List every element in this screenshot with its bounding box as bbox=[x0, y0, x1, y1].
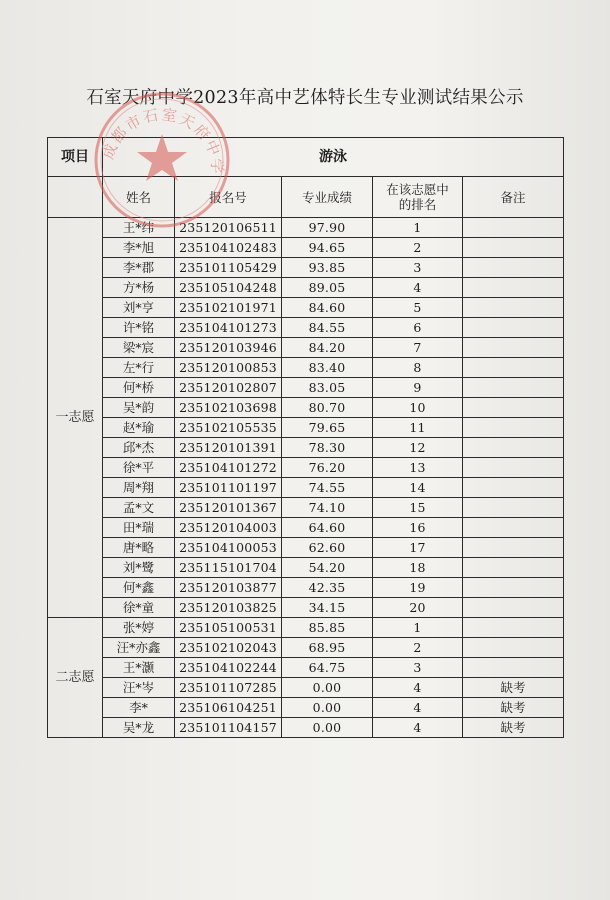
id-cell: 235102103698 bbox=[175, 398, 282, 418]
note-cell bbox=[463, 278, 564, 298]
score-cell: 79.65 bbox=[282, 418, 373, 438]
table-row bbox=[48, 338, 564, 358]
id-cell: 235120102807 bbox=[175, 378, 282, 398]
rank-cell: 11 bbox=[373, 418, 463, 438]
note-cell bbox=[463, 578, 564, 598]
col-name-header: 姓名 bbox=[103, 177, 175, 218]
score-cell: 74.10 bbox=[282, 498, 373, 518]
name-cell: 吴*韵 bbox=[103, 398, 175, 418]
id-cell: 235101104157 bbox=[175, 718, 282, 738]
note-cell bbox=[463, 638, 564, 658]
id-cell: 235102102043 bbox=[175, 638, 282, 658]
name-cell: 李* bbox=[103, 698, 175, 718]
note-cell bbox=[463, 238, 564, 258]
table-row bbox=[48, 698, 564, 718]
score-cell: 0.00 bbox=[282, 698, 373, 718]
name-cell: 何*桥 bbox=[103, 378, 175, 398]
score-cell: 84.55 bbox=[282, 318, 373, 338]
rank-cell: 19 bbox=[373, 578, 463, 598]
score-cell: 84.60 bbox=[282, 298, 373, 318]
score-cell: 54.20 bbox=[282, 558, 373, 578]
score-cell: 84.20 bbox=[282, 338, 373, 358]
score-cell: 93.85 bbox=[282, 258, 373, 278]
name-cell: 方*杨 bbox=[103, 278, 175, 298]
note-cell bbox=[463, 298, 564, 318]
table-row bbox=[48, 598, 564, 618]
score-cell: 80.70 bbox=[282, 398, 373, 418]
name-cell: 赵*瑜 bbox=[103, 418, 175, 438]
rank-cell: 18 bbox=[373, 558, 463, 578]
table-row bbox=[48, 318, 564, 338]
rank-cell: 9 bbox=[373, 378, 463, 398]
id-cell: 235104100053 bbox=[175, 538, 282, 558]
id-cell: 235104101272 bbox=[175, 458, 282, 478]
table-row bbox=[48, 278, 564, 298]
seal-text: 成都市石室天府中学 bbox=[99, 105, 227, 176]
table-row bbox=[48, 658, 564, 678]
note-cell bbox=[463, 598, 564, 618]
name-cell: 田*瑞 bbox=[103, 518, 175, 538]
score-cell: 68.95 bbox=[282, 638, 373, 658]
id-cell: 235120101367 bbox=[175, 498, 282, 518]
note-cell bbox=[463, 258, 564, 278]
note-cell bbox=[463, 378, 564, 398]
rank-cell: 16 bbox=[373, 518, 463, 538]
table-row bbox=[48, 718, 564, 738]
score-cell: 62.60 bbox=[282, 538, 373, 558]
id-cell: 235120103825 bbox=[175, 598, 282, 618]
score-cell: 83.40 bbox=[282, 358, 373, 378]
id-cell: 235101107285 bbox=[175, 678, 282, 698]
id-cell: 235120104003 bbox=[175, 518, 282, 538]
rank-cell: 3 bbox=[373, 658, 463, 678]
score-cell: 64.60 bbox=[282, 518, 373, 538]
note-cell bbox=[463, 418, 564, 438]
id-cell: 235104101273 bbox=[175, 318, 282, 338]
table-row bbox=[48, 558, 564, 578]
note-cell bbox=[463, 618, 564, 638]
rank-cell: 15 bbox=[373, 498, 463, 518]
rank-cell: 17 bbox=[373, 538, 463, 558]
page-title: 石室天府中学2023年高中艺体特长生专业测试结果公示 bbox=[86, 88, 524, 108]
id-cell: 235104102483 bbox=[175, 238, 282, 258]
name-cell: 徐*童 bbox=[103, 598, 175, 618]
table-row bbox=[48, 358, 564, 378]
note-cell bbox=[463, 458, 564, 478]
note-cell bbox=[463, 218, 564, 238]
table-row bbox=[48, 498, 564, 518]
note-cell bbox=[463, 318, 564, 338]
id-cell: 235104102244 bbox=[175, 658, 282, 678]
score-cell: 94.65 bbox=[282, 238, 373, 258]
name-cell: 许*铭 bbox=[103, 318, 175, 338]
rank-cell: 6 bbox=[373, 318, 463, 338]
table-row bbox=[48, 378, 564, 398]
note-cell bbox=[463, 358, 564, 378]
col-rank-header-line1: 在该志愿中 bbox=[386, 182, 449, 197]
name-cell: 邱*杰 bbox=[103, 438, 175, 458]
rank-cell: 4 bbox=[373, 278, 463, 298]
note-cell bbox=[463, 498, 564, 518]
rank-cell: 20 bbox=[373, 598, 463, 618]
table-row bbox=[48, 258, 564, 278]
name-cell: 唐*略 bbox=[103, 538, 175, 558]
table-row bbox=[48, 618, 564, 638]
table-row bbox=[48, 298, 564, 318]
id-cell: 235101101197 bbox=[175, 478, 282, 498]
id-cell: 235106104251 bbox=[175, 698, 282, 718]
note-cell bbox=[463, 558, 564, 578]
note-cell bbox=[463, 438, 564, 458]
name-cell: 左*行 bbox=[103, 358, 175, 378]
table-row bbox=[48, 398, 564, 418]
note-cell bbox=[463, 338, 564, 358]
table-row bbox=[48, 458, 564, 478]
rank-cell: 2 bbox=[373, 638, 463, 658]
score-cell: 83.05 bbox=[282, 378, 373, 398]
table-row bbox=[48, 518, 564, 538]
id-cell: 235102101971 bbox=[175, 298, 282, 318]
id-cell: 235101105429 bbox=[175, 258, 282, 278]
rank-cell: 1 bbox=[373, 618, 463, 638]
id-cell: 235105104248 bbox=[175, 278, 282, 298]
col-note-header: 备注 bbox=[463, 177, 564, 218]
id-cell: 235120106511 bbox=[175, 218, 282, 238]
rank-cell: 7 bbox=[373, 338, 463, 358]
group-label: 一志愿 bbox=[48, 218, 103, 618]
name-cell: 何*鑫 bbox=[103, 578, 175, 598]
score-cell: 64.75 bbox=[282, 658, 373, 678]
sport-name: 游泳 bbox=[103, 138, 564, 177]
note-cell bbox=[463, 538, 564, 558]
name-cell: 刘*鹭 bbox=[103, 558, 175, 578]
id-cell: 235105100531 bbox=[175, 618, 282, 638]
rank-cell: 4 bbox=[373, 718, 463, 738]
note-cell: 缺考 bbox=[463, 678, 564, 698]
id-cell: 235120100853 bbox=[175, 358, 282, 378]
col-rank-header bbox=[373, 177, 463, 218]
name-cell: 王*灏 bbox=[103, 658, 175, 678]
col-id-header: 报名号 bbox=[175, 177, 282, 218]
col-score-header: 专业成绩 bbox=[282, 177, 373, 218]
name-cell: 周*翔 bbox=[103, 478, 175, 498]
rank-cell: 14 bbox=[373, 478, 463, 498]
table-row bbox=[48, 238, 564, 258]
id-cell: 235120103946 bbox=[175, 338, 282, 358]
note-cell: 缺考 bbox=[463, 718, 564, 738]
rank-cell: 3 bbox=[373, 258, 463, 278]
rank-cell: 12 bbox=[373, 438, 463, 458]
name-cell: 刘*亨 bbox=[103, 298, 175, 318]
rank-cell: 1 bbox=[373, 218, 463, 238]
note-cell bbox=[463, 478, 564, 498]
name-cell: 汪*亦鑫 bbox=[103, 638, 175, 658]
score-cell: 0.00 bbox=[282, 718, 373, 738]
rank-cell: 8 bbox=[373, 358, 463, 378]
name-cell: 梁*宸 bbox=[103, 338, 175, 358]
group-label: 二志愿 bbox=[48, 618, 103, 738]
score-cell: 34.15 bbox=[282, 598, 373, 618]
table-row bbox=[48, 478, 564, 498]
name-cell: 徐*平 bbox=[103, 458, 175, 478]
score-cell: 85.85 bbox=[282, 618, 373, 638]
id-cell: 235102105535 bbox=[175, 418, 282, 438]
name-cell: 吴*龙 bbox=[103, 718, 175, 738]
rank-cell: 10 bbox=[373, 398, 463, 418]
col-rank-header-line2: 的排名 bbox=[398, 197, 437, 212]
name-cell: 张*婷 bbox=[103, 618, 175, 638]
name-cell: 汪*岑 bbox=[103, 678, 175, 698]
rank-cell: 5 bbox=[373, 298, 463, 318]
name-cell: 李*郡 bbox=[103, 258, 175, 278]
rank-cell: 4 bbox=[373, 678, 463, 698]
table-row bbox=[48, 638, 564, 658]
note-cell: 缺考 bbox=[463, 698, 564, 718]
score-cell: 89.05 bbox=[282, 278, 373, 298]
score-cell: 42.35 bbox=[282, 578, 373, 598]
rank-cell: 2 bbox=[373, 238, 463, 258]
item-label: 项目 bbox=[48, 138, 103, 177]
name-cell: 李*旭 bbox=[103, 238, 175, 258]
score-cell: 97.90 bbox=[282, 218, 373, 238]
score-cell: 78.30 bbox=[282, 438, 373, 458]
table-row bbox=[48, 678, 564, 698]
score-cell: 0.00 bbox=[282, 678, 373, 698]
score-cell: 74.55 bbox=[282, 478, 373, 498]
score-cell: 76.20 bbox=[282, 458, 373, 478]
table-row bbox=[48, 438, 564, 458]
note-cell bbox=[463, 658, 564, 678]
note-cell bbox=[463, 518, 564, 538]
id-cell: 235120101391 bbox=[175, 438, 282, 458]
id-cell: 235115101704 bbox=[175, 558, 282, 578]
table-row bbox=[48, 418, 564, 438]
school-seal bbox=[88, 86, 236, 234]
id-cell: 235120103877 bbox=[175, 578, 282, 598]
rank-cell: 4 bbox=[373, 698, 463, 718]
table-row bbox=[48, 578, 564, 598]
name-cell: 王*纬 bbox=[103, 218, 175, 238]
rank-cell: 13 bbox=[373, 458, 463, 478]
table-row bbox=[48, 538, 564, 558]
note-cell bbox=[463, 398, 564, 418]
name-cell: 孟*文 bbox=[103, 498, 175, 518]
